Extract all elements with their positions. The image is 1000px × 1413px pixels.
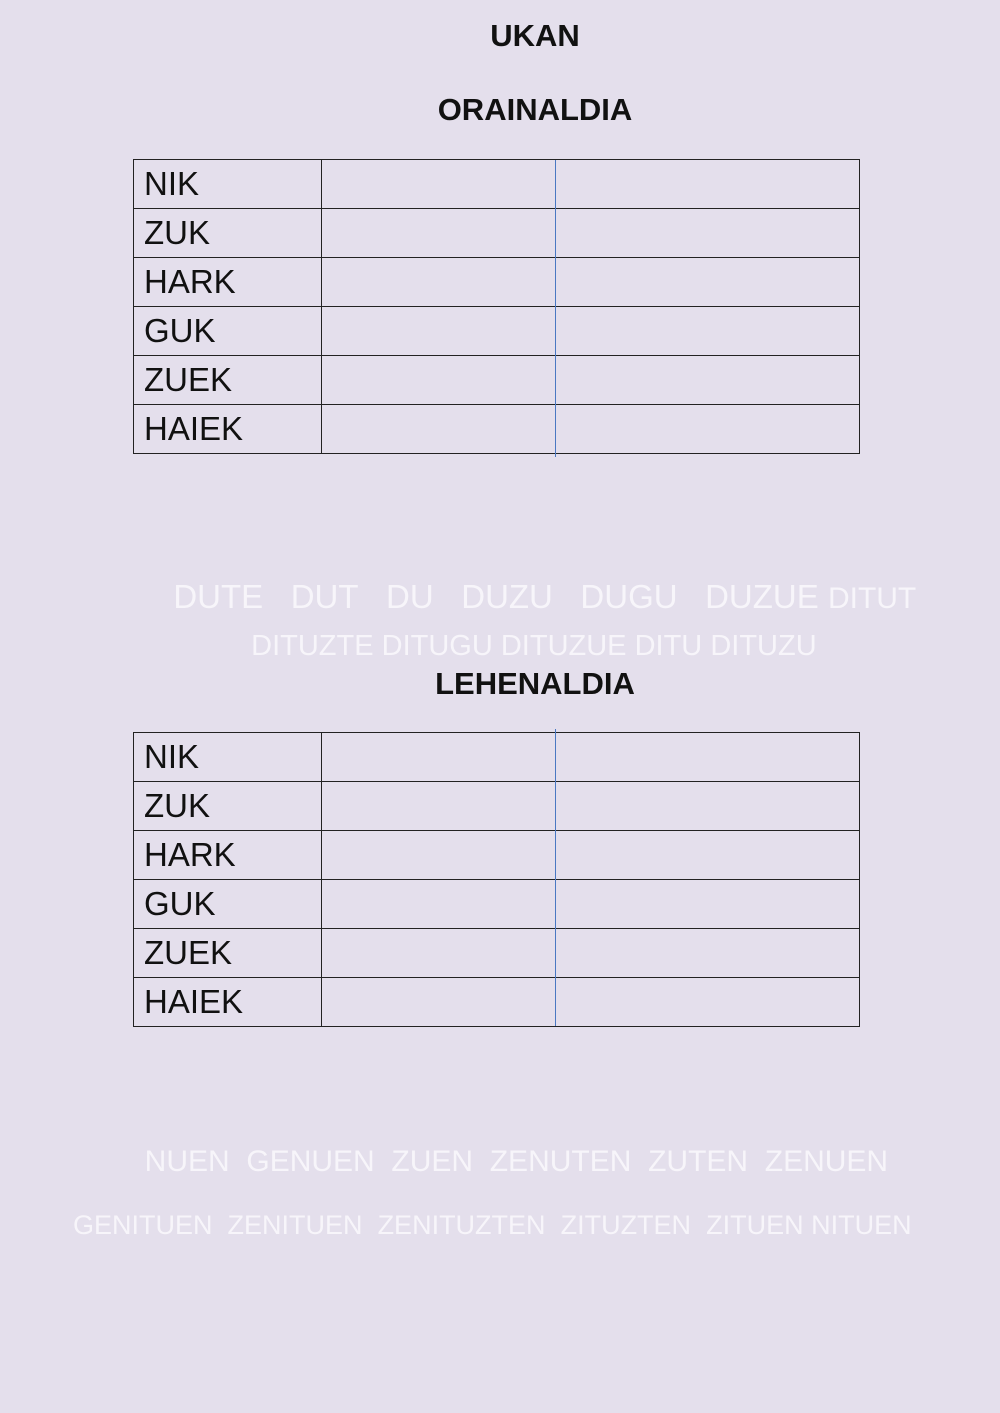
pronoun-cell: ZUEK [134,356,322,405]
page-title: UKAN [490,18,580,53]
draggable-word[interactable]: ZENITUEN [227,1210,363,1240]
table-row [134,733,860,782]
draggable-word[interactable]: DITU [634,630,703,662]
word-bank-line [58,1179,912,1241]
answer-cell[interactable] [322,831,860,880]
pronoun-cell: HARK [134,831,322,880]
draggable-word[interactable]: DITUGU [381,630,493,662]
draggable-word[interactable]: ZENUEN [764,1145,889,1178]
table-row [134,978,860,1027]
draggable-word[interactable]: NUEN [144,1145,230,1178]
table-row [134,209,860,258]
answer-cell[interactable] [322,978,860,1027]
answer-cell[interactable] [322,733,860,782]
table-row [134,929,860,978]
answer-cell[interactable] [322,880,860,929]
conjugation-table-lehenaldia [133,732,860,1027]
draggable-word[interactable]: DITUT [827,582,917,615]
draggable-word[interactable]: ZITUZTEN [560,1210,692,1240]
draggable-word[interactable]: DUZUE [705,578,819,615]
table-row [134,405,860,454]
pronoun-cell: ZUEK [134,929,322,978]
pronoun-cell: HAIEK [134,405,322,454]
answer-cell[interactable] [322,929,860,978]
draggable-word[interactable]: DUT [290,578,359,615]
table-row [134,880,860,929]
section-heading-lehenaldia: LEHENALDIA [435,666,635,701]
answer-cell[interactable] [322,405,860,454]
table-row [134,307,860,356]
answer-cell[interactable] [322,356,860,405]
table-row [134,782,860,831]
draggable-word[interactable]: ZITUEN [706,1210,804,1240]
draggable-word[interactable]: ZUEN [391,1145,474,1178]
pronoun-cell: HARK [134,258,322,307]
draggable-word[interactable]: DUTE [173,578,264,615]
column-divider-line [555,729,556,1026]
answer-cell[interactable] [322,307,860,356]
pronoun-cell: NIK [134,733,322,782]
table-row [134,160,860,209]
word-bank-line [235,597,817,663]
pronoun-cell: ZUK [134,209,322,258]
section-heading-orainaldia: ORAINALDIA [437,92,633,127]
draggable-word[interactable]: DU [386,578,434,615]
draggable-word[interactable]: DITUZUE [500,630,627,662]
draggable-word[interactable]: ZENUTEN [489,1145,632,1178]
column-divider-line [555,160,556,457]
conjugation-table-orainaldia [133,159,860,454]
answer-cell[interactable] [322,160,860,209]
draggable-word[interactable]: DITUZTE [251,630,374,662]
pronoun-cell: HAIEK [134,978,322,1027]
answer-cell[interactable] [322,209,860,258]
word-bank-line [128,1111,888,1179]
draggable-word[interactable]: NITUEN [811,1210,912,1240]
pronoun-cell: NIK [134,160,322,209]
draggable-word[interactable]: DUGU [580,578,678,615]
pronoun-cell: GUK [134,307,322,356]
answer-cell[interactable] [322,782,860,831]
table-row [134,258,860,307]
table-row [134,356,860,405]
draggable-word[interactable]: DITUZU [710,630,817,662]
pronoun-cell: GUK [134,880,322,929]
draggable-word[interactable]: ZUTEN [648,1145,749,1178]
answer-cell[interactable] [322,258,860,307]
draggable-word[interactable]: GENUEN [246,1145,375,1178]
table-row [134,831,860,880]
draggable-word[interactable]: ZENITUZTEN [377,1210,546,1240]
draggable-word[interactable]: GENITUEN [73,1210,213,1240]
pronoun-cell: ZUK [134,782,322,831]
draggable-word[interactable]: DUZU [461,578,553,615]
